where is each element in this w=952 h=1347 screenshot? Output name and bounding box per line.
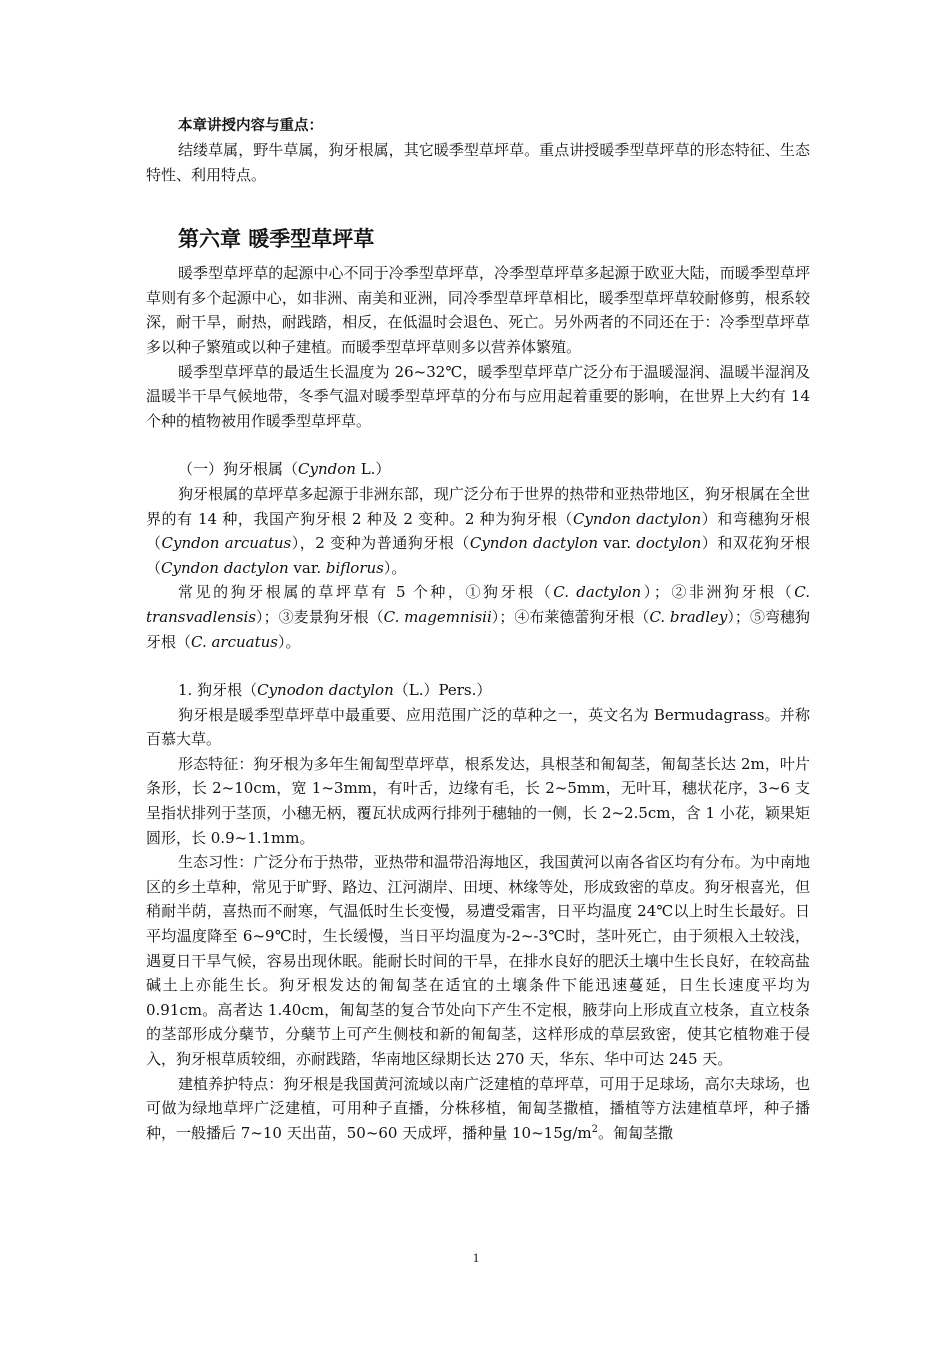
genus-heading-suffix: L.） [355, 460, 391, 479]
latin-name: Cyndon dactylon [469, 534, 598, 553]
superscript: 2 [591, 1123, 599, 1135]
species-paragraph-intro: 狗牙根是暖季型草坪草中最重要、应用范围广泛的草种之一，英文名为 Bermudagrass。并称百慕大草。 [146, 705, 810, 749]
text-span: var. [288, 558, 326, 577]
text-span: ）。 [278, 632, 301, 651]
latin-name: doctylon [636, 534, 702, 553]
species-heading-suffix: （L.）Pers.） [393, 681, 492, 700]
text-span: ）；⑤弯穗狗牙根（ [146, 607, 810, 651]
latin-name: C. transvadlensis [146, 583, 810, 626]
genus-heading-latin: Cyndon [298, 460, 356, 479]
latin-name: C. magemnisii [383, 607, 492, 626]
text-span: 。匍匐茎撒 [598, 1123, 674, 1142]
species-paragraph-ecology: 生态习性：广泛分布于热带，亚热带和温带沿海地区，我国黄河以南各省区均有分布。为中南地区的乡土草种，常见于旷野、路边、江河湖岸、田埂、林缘等处，形成致密的草皮。狗牙根喜光，但稍耐半荫，喜热而不耐寒，气温低时生长变慢，易遭受霜害，日平均温度 24℃以上时生长最好。日平均温度降至 6~9℃时，生长缓慢，当日平均温度为-2~-3℃时，茎叶死亡，由于须根入土较浅，遇夏日干旱气候，容易出现休眠。能耐长时间的干旱，在排水良好的肥沃土壤中生长良好，在较高盐碱土上亦能生长。狗牙根发达的匍匐茎在适宜的土壤条件下能迅速蔓延，日生长速度平均为 0.91cm。高者达 1.40cm，匍匐茎的复合节处向下产生不定根，腋芽向上形成直立枝条，直立枝条的茎部形成分蘖节，分蘖节上可产生侧枝和新的匍匐茎，这样形成的草层致密，使其它植物难于侵入，狗牙根草质较细，亦耐践踏，华南地区绿期长达 270 天，华东、华中可达 245 天。 [146, 853, 810, 1068]
species-heading-prefix: 1. 狗牙根（ [178, 681, 258, 700]
document-page [146, 114, 810, 1145]
text-span: var. [597, 534, 637, 553]
latin-name: Cyndon dactylon [572, 509, 702, 528]
text-span: ）和双花狗牙根（ [146, 534, 810, 577]
species-paragraph-cultivation [146, 1072, 810, 1146]
genus-heading-prefix: （一）狗牙根属（ [178, 460, 299, 479]
text-span: ）和弯穗狗牙根（ [146, 509, 810, 553]
chapter-paragraph-2: 暖季型草坪草的最适生长温度为 26~32℃，暖季型草坪草广泛分布于温暖湿润、温暖半湿润及温暖半干旱气候地带，冬季气温对暖季型草坪草的分布与应用起着重要的影响，在世界上大约有 14 个种的植物被用作暖季型草坪草。 [146, 362, 810, 430]
genus-paragraph-2 [146, 580, 810, 654]
text-span: ）。 [383, 558, 407, 577]
latin-name: Cyndon arcuatus [161, 534, 292, 553]
chapter-title: 第六章 暖季型草坪草 [178, 227, 375, 252]
species-heading-latin: Cynodon dactylon [257, 681, 394, 700]
text-span: 常见的狗牙根属的草坪草有 5 个种，①狗牙根（ [178, 583, 554, 602]
intro-text: 结缕草属，野牛草属，狗牙根属，其它暖季型草坪草。重点讲授暖季型草坪草的形态特征、生态特性、利用特点。 [146, 141, 810, 184]
species-heading [146, 678, 810, 703]
text-span: 建植养护特点：狗牙根是我国黄河流域以南广泛建植的草坪草，可用于足球场，高尔夫球场，也可做为绿地草坪广泛建植，可用种子直播，分株移植，匍匐茎撒植，播植等方法建植草坪，种子播种，一般播后 7~10 天出苗，50~60 天成坪，播种量 10~15g/m [146, 1074, 810, 1142]
genus-heading [146, 457, 810, 482]
intro-heading: 本章讲授内容与重点： [178, 118, 323, 134]
genus-paragraph-1 [146, 482, 810, 580]
latin-name: Cyndon dactylon [161, 558, 289, 577]
latin-name: biflorus [325, 558, 384, 577]
latin-name: C. bradley [649, 607, 728, 626]
text-span: ）；③麦景狗牙根（ [256, 607, 384, 626]
latin-name: C. dactylon [553, 583, 642, 602]
latin-name: C. arcuatus [191, 632, 278, 651]
chapter-paragraph-1: 暖季型草坪草的起源中心不同于冷季型草坪草，冷季型草坪草多起源于欧亚大陆，而暖季型草坪草则有多个起源中心，如非洲、南美和亚洲，同冷季型草坪草相比，暖季型草坪草较耐修剪，根系较深，耐干旱，耐热，耐践踏，相反，在低温时会退色、死亡。另外两者的不同还在于：冷季型草坪草多以种子繁殖或以种子建植。而暖季型草坪草则多以营养体繁殖。 [146, 264, 810, 356]
text-span: ）；②非洲狗牙根（ [641, 583, 795, 602]
text-span: ），2 变种为普通狗牙根（ [291, 534, 470, 553]
text-span: ）；④布莱德蕾狗牙根（ [491, 607, 650, 626]
species-paragraph-morphology: 形态特征：狗牙根为多年生匍匐型草坪草，根系发达，具根茎和匍匐茎，匍匐茎长达 2m，叶片条形，长 2~10cm，宽 1~3mm，有叶舌，边缘有毛，长 2~5mm，无叶耳，穗状花序，3~6 支呈指状排列于茎顶，小穗无柄，覆瓦状成两行排列于穗轴的一侧，长 2~2.5cm，含 1 小花，颖果矩圆形，长 0.9~1.1mm。 [146, 754, 810, 847]
page-number: 1 [472, 1250, 480, 1265]
text-span: 狗牙根属的草坪草多起源于非洲东部，现广泛分布于世界的热带和亚热带地区，狗牙根属在全世界的有 14 种，我国产狗牙根 2 种及 2 变种。2 种为狗牙根（ [146, 484, 810, 528]
